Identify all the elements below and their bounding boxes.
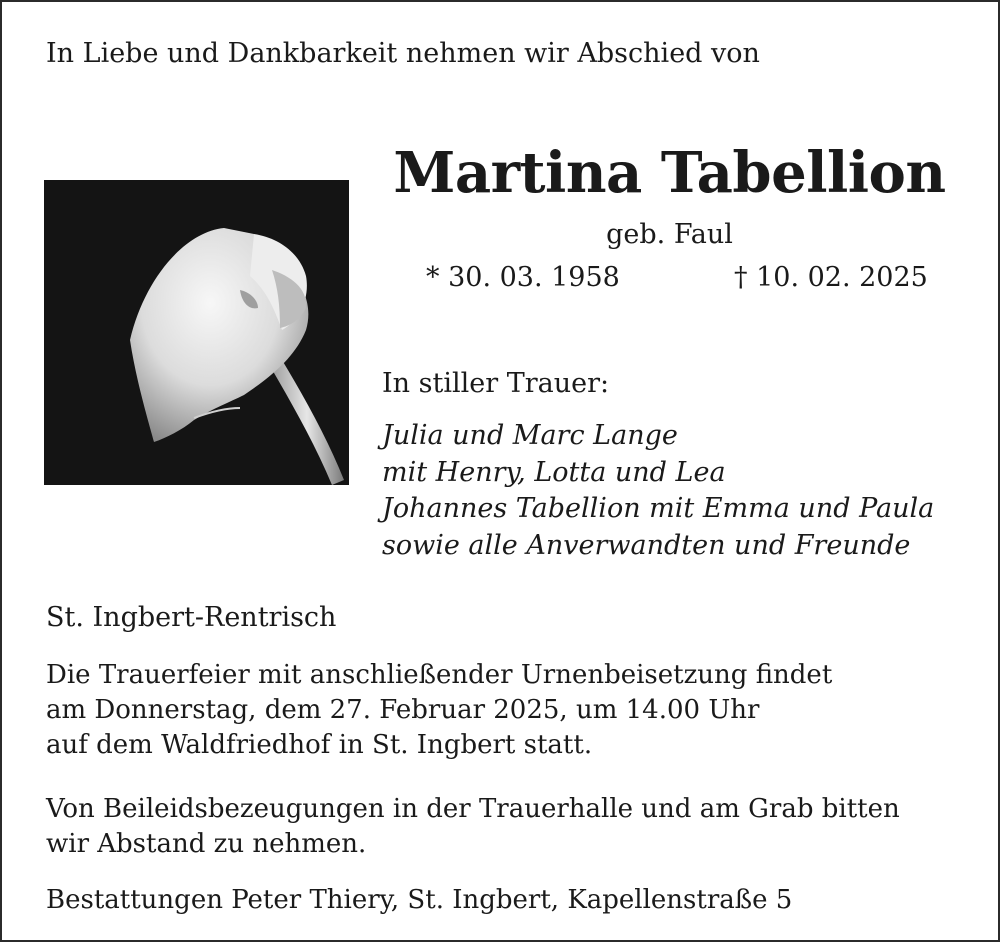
ceremony-paragraph xyxy=(46,658,832,763)
condolence-line: Von Beileidsbezeugungen in der Trauerhalle und am Grab bitten xyxy=(46,794,900,824)
death-date: † 10. 02. 2025 xyxy=(734,262,928,293)
mourner-line: Julia und Marc Lange xyxy=(382,420,678,451)
condolence-paragraph xyxy=(46,792,900,862)
calla-lily-icon xyxy=(44,180,349,485)
birth-date: * 30. 03. 1958 xyxy=(426,262,620,293)
condolence-line: wir Abstand zu nehmen. xyxy=(46,829,367,859)
ceremony-line: auf dem Waldfriedhof in St. Ingbert statt. xyxy=(46,730,593,760)
mourners-list xyxy=(382,418,934,564)
ceremony-line: am Donnerstag, dem 27. Februar 2025, um 14.00 Uhr xyxy=(46,695,760,725)
mourner-line: sowie alle Anverwandten und Freunde xyxy=(382,529,911,561)
deceased-name: Martina Tabellion xyxy=(393,140,946,206)
maiden-name: geb. Faul xyxy=(606,219,733,250)
mourning-label: In stiller Trauer: xyxy=(382,368,610,399)
ceremony-line: Die Trauerfeier mit anschließender Urnenbeisetzung findet xyxy=(46,660,833,690)
mourner-line: mit Henry, Lotta und Lea xyxy=(382,456,726,488)
undertaker-line: Bestattungen Peter Thiery, St. Ingbert, Kapellenstraße 5 xyxy=(46,885,793,915)
place-line: St. Ingbert-Rentrisch xyxy=(46,602,337,633)
mourner-line: Johannes Tabellion mit Emma und Paula xyxy=(382,493,935,524)
intro-line: In Liebe und Dankbarkeit nehmen wir Abschied von xyxy=(46,38,760,69)
